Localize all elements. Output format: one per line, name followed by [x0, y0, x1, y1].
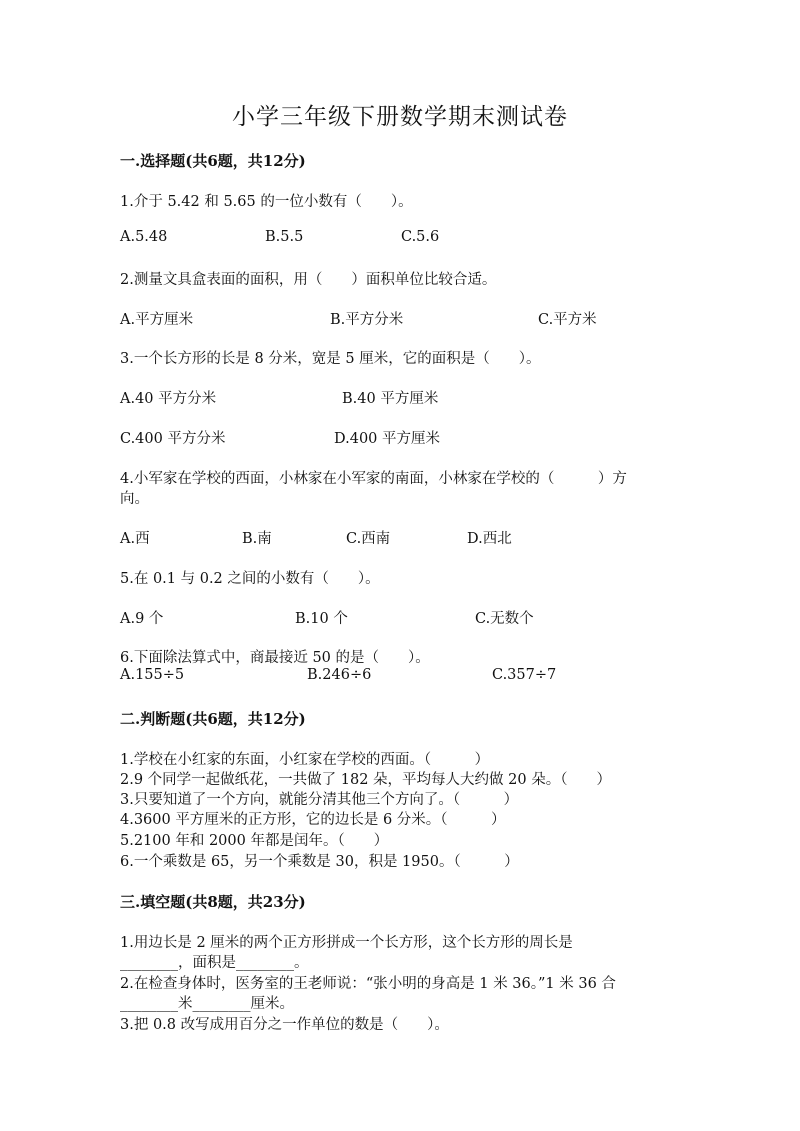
s1-q3: 3.一个长方形的长是 8 分米，宽是 5 厘米，它的面积是（ ）。	[120, 351, 541, 367]
s1-q1-option-b: B.5.5	[265, 229, 304, 245]
s2-item-4: 4.3600 平方厘米的正方形，它的边长是 6 分米。（ ）	[120, 812, 506, 828]
s3-q2-line2: ________米________厘米。	[120, 996, 294, 1012]
s1-q4-option-c: C.西南	[346, 531, 391, 547]
s1-q6: 6.下面除法算式中，商最接近 50 的是（ ）。	[120, 650, 430, 666]
s1-q4-line2: 向。	[120, 491, 149, 507]
s1-q3-option-d: D.400 平方厘米	[334, 431, 441, 447]
s3-q3: 3.把 0.8 改写成用百分之一作单位的数是（ ）。	[120, 1017, 449, 1033]
s1-q6-option-a: A.155÷5	[120, 667, 185, 683]
page-title: 小学三年级下册数学期末测试卷	[232, 104, 568, 130]
s1-q2-option-c: C.平方米	[538, 312, 597, 328]
s1-q6-option-b: B.246÷6	[307, 667, 372, 683]
s2-item-3: 3.只要知道了一个方向，就能分清其他三个方向了。（ ）	[120, 792, 519, 808]
s1-q3-option-c: C.400 平方分米	[120, 431, 226, 447]
section-1-heading: 一.选择题(共6题，共12分)	[120, 152, 306, 170]
s1-q3-option-a: A.40 平方分米	[120, 391, 217, 407]
s2-item-1: 1.学校在小红家的东面，小红家在学校的西面。（ ）	[120, 752, 490, 768]
s1-q2-option-b: B.平方分米	[330, 312, 404, 328]
s1-q1-option-c: C.5.6	[401, 229, 440, 245]
s1-q2: 2.测量文具盒表面的面积，用（ ）面积单位比较合适。	[120, 272, 497, 288]
s1-q5-option-a: A.9 个	[120, 611, 164, 627]
s3-q2-line1: 2.在检查身体时，医务室的王老师说：“张小明的身高是 1 米 36。”1 米 36 合	[120, 976, 616, 992]
s1-q4-line1: 4.小军家在学校的西面，小林家在小军家的南面，小林家在学校的（ ）方	[120, 471, 627, 487]
s1-q1-option-a: A.5.48	[120, 229, 168, 245]
section-3-heading: 三.填空题(共8题，共23分)	[120, 893, 306, 911]
s2-item-2: 2.9 个同学一起做纸花，一共做了 182 朵，平均每人大约做 20 朵。（ ）	[120, 772, 611, 788]
section-2-heading: 二.判断题(共6题，共12分)	[120, 710, 306, 728]
s1-q4-option-a: A.西	[120, 531, 150, 547]
s1-q1: 1.介于 5.42 和 5.65 的一位小数有（ ）。	[120, 194, 413, 210]
s1-q3-option-b: B.40 平方厘米	[342, 391, 439, 407]
s3-q1-line1: 1.用边长是 2 厘米的两个正方形拼成一个长方形，这个长方形的周长是	[120, 935, 573, 951]
s1-q5-option-c: C.无数个	[475, 611, 534, 627]
s1-q4-option-b: B.南	[242, 531, 272, 547]
s2-item-6: 6.一个乘数是 65，另一个乘数是 30，积是 1950。（ ）	[120, 854, 519, 870]
s1-q6-option-c: C.357÷7	[492, 667, 557, 683]
s3-q1-line2: ________，面积是________。	[120, 955, 309, 971]
s1-q5-option-b: B.10 个	[295, 611, 348, 627]
s2-item-5: 5.2100 年和 2000 年都是闰年。（ ）	[120, 833, 389, 849]
s1-q5: 5.在 0.1 与 0.2 之间的小数有（ ）。	[120, 571, 380, 587]
s1-q2-option-a: A.平方厘米	[120, 312, 194, 328]
s1-q4-option-d: D.西北	[467, 531, 512, 547]
